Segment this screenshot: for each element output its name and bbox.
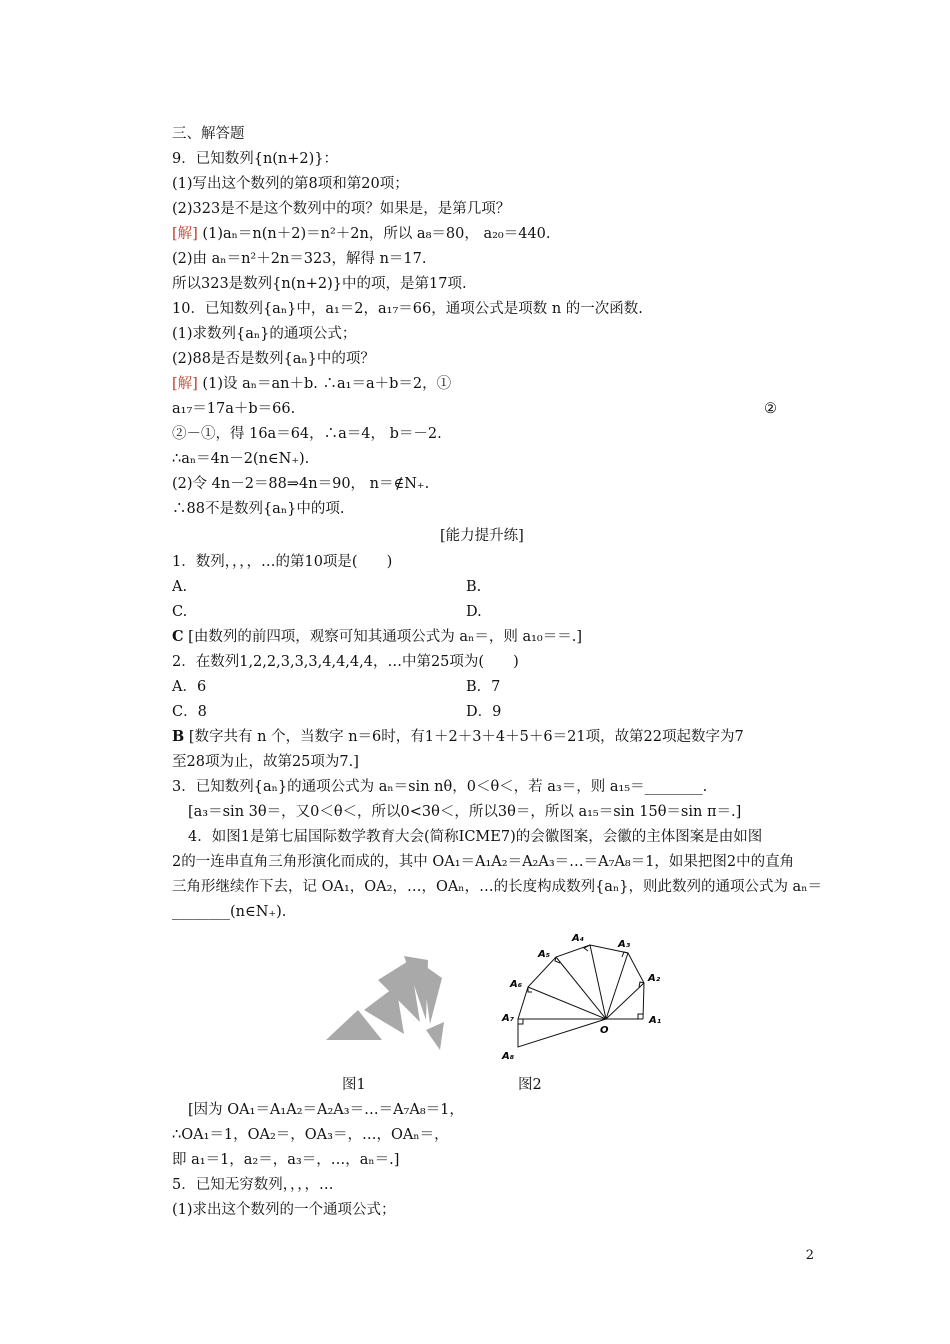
solution-tag: [解] — [172, 376, 198, 392]
equation-marker-2: ② — [764, 401, 777, 417]
triangle-spiral-figure — [500, 935, 670, 1065]
label-A1: A₁ — [649, 1015, 662, 1026]
p3-stem: 3．已知数列{aₙ}的通项公式为 aₙ＝sin nθ，0＜θ＜，若 a₃＝，则 a₁₅＝________. — [172, 779, 708, 795]
p1-option-a: A. — [172, 579, 188, 595]
p3-answer: [a₃＝sin 3θ＝，又0＜θ＜，所以0<3θ＜，所以3θ＝，所以 a₁₅＝sin 15θ＝sin π＝.] — [188, 804, 742, 820]
q10-stem: 10．已知数列{aₙ}中，a₁＝2，a₁₇＝66，通项公式是项数 n 的一次函数. — [172, 301, 643, 317]
subsection-heading: [能力提升练] — [440, 528, 524, 544]
page-number: 2 — [805, 1248, 814, 1263]
p2-option-a: A．6 — [172, 679, 207, 695]
p5-stem: 5．已知无穷数列，，，，… — [172, 1177, 334, 1193]
label-A6: A₆ — [510, 979, 523, 990]
icme7-emblem-figure — [318, 950, 448, 1060]
label-A7: A₇ — [502, 1013, 515, 1024]
p1-stem: 1．数列，，，，…的第10项是( ) — [172, 554, 393, 570]
q10-solution-line3: ②－①，得 16a＝64，∴a＝4， b＝－2. — [172, 426, 442, 442]
p1-option-c: C. — [172, 604, 188, 620]
label-A3: A₃ — [618, 939, 631, 950]
p5-part1: (1)求出这个数列的一个通项公式； — [172, 1202, 396, 1218]
p2-option-c: C．8 — [172, 704, 207, 720]
figure1-caption: 图1 — [342, 1077, 366, 1093]
label-A4: A₄ — [572, 933, 585, 944]
q10-solution-line2: a₁₇＝17a＋b＝66. — [172, 401, 296, 417]
p1-answer: C [由数列的前四项，观察可知其通项公式为 aₙ＝，则 a₁₀＝＝.] — [172, 628, 582, 645]
p1-option-d: D. — [466, 604, 482, 620]
label-O: O — [600, 1025, 609, 1036]
p2-option-b: B．7 — [466, 679, 501, 695]
figure2-caption: 图2 — [518, 1077, 542, 1093]
p4-stem-line1: 4．如图1是第七届国际数学教育大会(简称ICME7)的会徽图案，会徽的主体图案是由如图 — [188, 829, 763, 845]
q9-part2: (2)323是不是这个数列中的项？如果是，是第几项？ — [172, 201, 511, 217]
q9-solution-line1: [解] (1)aₙ＝n(n＋2)＝n²＋2n，所以 a₈＝80， a₂₀＝440. — [172, 226, 551, 242]
p1-option-b: B. — [466, 579, 482, 595]
q9-stem: 9．已知数列{n(n+2)}： — [172, 151, 339, 167]
label-A8: A₈ — [502, 1051, 515, 1062]
p2-answer-line2: 至28项为止，故第25项为7.] — [172, 754, 359, 770]
label-A5: A₅ — [538, 949, 551, 960]
label-A2: A₂ — [648, 973, 661, 984]
p4-stem-line2: 2的一连串直角三角形演化而成的，其中 OA₁＝A₁A₂＝A₂A₃＝…＝A₇A₈＝1，如果把图2中的直角 — [172, 854, 795, 870]
p2-answer-line1: B [数字共有 n 个，当数字 n＝6时，有1＋2＋3＋4＋5＋6＝21项，故第22项起数字为7 — [172, 728, 744, 745]
q10-solution-line4: ∴aₙ＝4n－2(n∈N₊). — [172, 451, 310, 467]
p4-stem-line4: ________(n∈N₊). — [172, 904, 287, 920]
q10-solution-line5: (2)令 4n－2＝88⇒4n＝90， n＝∉N₊. — [172, 476, 430, 492]
solution-tag: [解] — [172, 226, 198, 242]
q9-solution-line3: 所以323是数列{n(n+2)}中的项，是第17项. — [172, 276, 467, 292]
p4-stem-line3: 三角形继续作下去，记 OA₁，OA₂，…，OAₙ，…的长度构成数列{aₙ}，则此数列的通项公式为 aₙ＝ — [172, 879, 822, 895]
q9-part1: (1)写出这个数列的第8项和第20项； — [172, 176, 409, 192]
p2-stem: 2．在数列1,2,2,3,3,3,4,4,4,4，…中第25项为( ) — [172, 654, 519, 670]
q10-part1: (1)求数列{aₙ}的通项公式； — [172, 326, 357, 342]
q9-solution-line2: (2)由 aₙ＝n²＋2n＝323，解得 n＝17. — [172, 251, 427, 267]
p4-answer-line1: [因为 OA₁＝A₁A₂＝A₂A₃＝…＝A₇A₈＝1， — [188, 1102, 464, 1118]
q10-part2: (2)88是否是数列{aₙ}中的项？ — [172, 351, 375, 367]
emblem-triangle — [426, 1022, 444, 1050]
q10-solution-line1: [解] (1)设 aₙ＝an＋b. ∴a₁＝a＋b＝2，① — [172, 376, 452, 392]
p4-answer-line3: 即 a₁＝1，a₂＝，a₃＝，…，aₙ＝.] — [172, 1152, 400, 1168]
q10-solution-line6: ∴88不是数列{aₙ}中的项. — [172, 501, 345, 517]
section-heading: 三、解答题 — [172, 126, 245, 142]
p4-answer-line2: ∴OA₁＝1，OA₂＝，OA₃＝，…，OAₙ＝， — [172, 1127, 449, 1143]
p2-option-d: D．9 — [466, 704, 502, 720]
